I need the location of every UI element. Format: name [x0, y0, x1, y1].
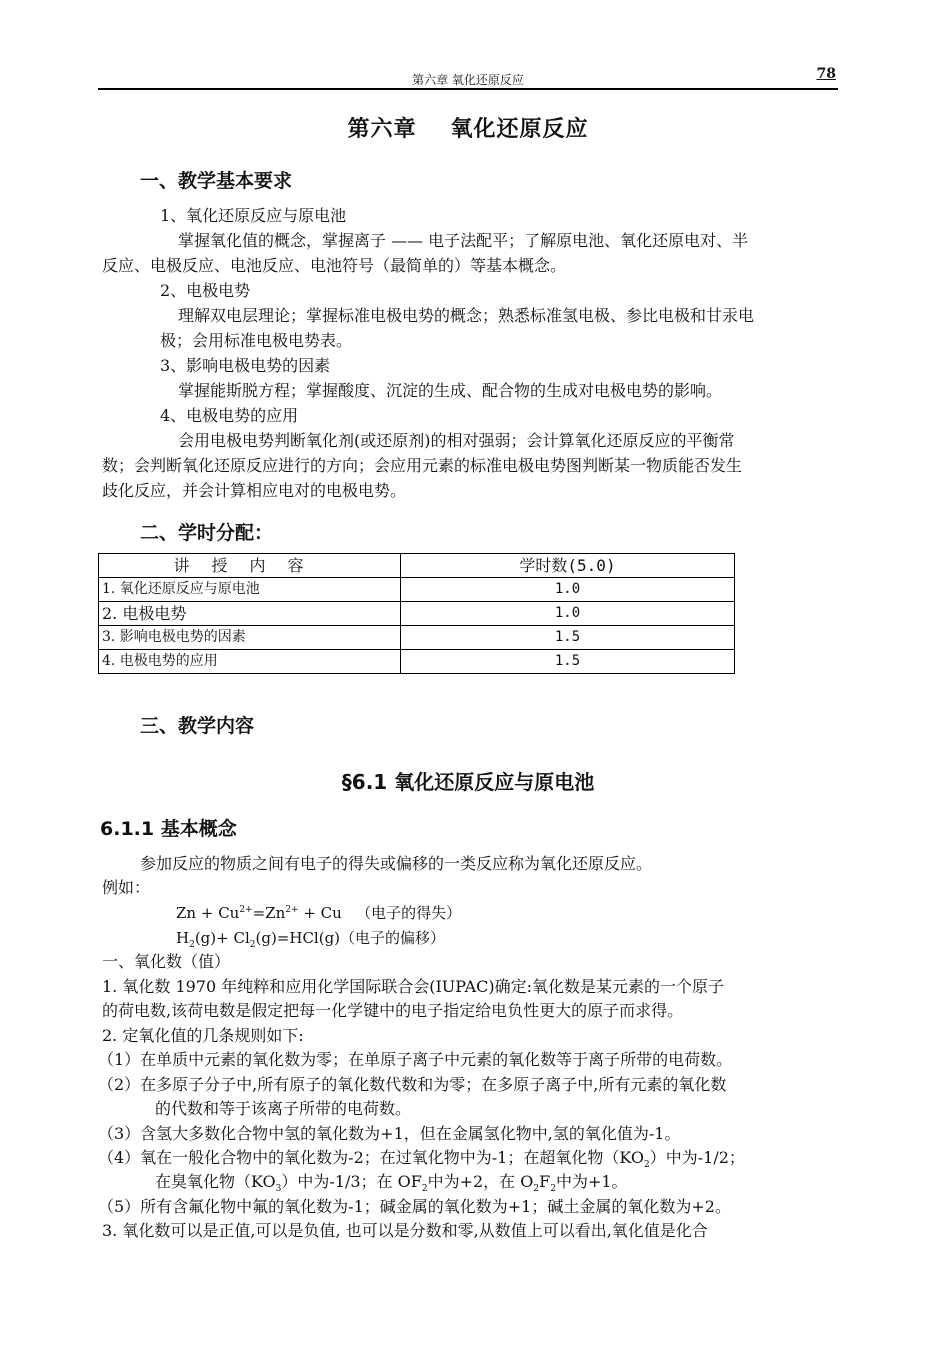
page-header	[98, 66, 838, 90]
header-title: 第六章 氧化还原反应	[412, 73, 524, 87]
table-cell-hours: 1.0	[401, 578, 735, 602]
table-row	[99, 578, 735, 602]
req-text-2b: 极；会用标准电极电势表。	[160, 331, 353, 350]
req-text-4c: 歧化反应，并会计算相应电对的电极电势。	[102, 481, 407, 500]
rule-2a: （2）在多原子分子中,所有原子的氧化数代数和为零；在多原子离子中,所有元素的氧化数	[98, 1075, 727, 1094]
section-heading-requirements: 一、教学基本要求	[140, 170, 293, 192]
table-row	[99, 650, 735, 674]
subsection-6-1-1-title: 6.1.1 基本概念	[100, 818, 237, 840]
definition-line-2: 的荷电数,该荷电数是假定把每一化学键中的电子指定给电负性更大的原子而求得。	[102, 1001, 684, 1020]
oxidation-number-title: 一、氧化数（值）	[102, 952, 231, 971]
req-text-1a: 掌握氧化值的概念，掌握离子 —— 电子法配平；了解原电池、氧化还原电对、半	[178, 231, 749, 250]
oxidation-value-note: 3. 氧化数可以是正值,可以是负值, 也可以是分数和零,从数值上可以看出,氧化值是化合	[102, 1221, 708, 1240]
rule-5: （5）所有含氟化物中氟的氧化数为-1；碱金属的氧化数为+1；碱土金属的氧化数为+2。	[98, 1197, 731, 1216]
table-cell-hours: 1.5	[401, 650, 735, 674]
req-item-3: 3、影响电极电势的因素	[160, 356, 331, 375]
req-item-1: 1、氧化还原反应与原电池	[160, 206, 347, 225]
rule-1: （1）在单质中元素的氧化数为零；在单原子离子中元素的氧化数等于离子所带的电荷数。	[98, 1050, 733, 1069]
table-row	[99, 626, 735, 650]
req-text-3: 掌握能斯脱方程；掌握酸度、沉淀的生成、配合物的生成对电极电势的影响。	[178, 381, 723, 400]
table-cell-topic: 1. 氧化还原反应与原电池	[99, 578, 401, 602]
chapter-name: 氧化还原反应	[450, 117, 589, 142]
table-header-row	[99, 554, 735, 578]
rule-4a: （4）氧在一般化合物中的氧化数为-2；在过氧化物中为-1；在超氧化物$(KO_2)$中为-1/2；	[98, 1148, 745, 1171]
rules-intro: 2. 定氧化值的几条规则如下:	[102, 1026, 304, 1045]
hours-table	[98, 553, 735, 674]
rule-3: （3）含氢大多数化合物中氢的氧化数为+1，但在金属氢化物中,氢的氧化值为-1。	[98, 1124, 681, 1143]
req-text-4a: 会用电极电势判断氧化剂(或还原剂)的相对强弱；会计算氧化还原反应的平衡常	[178, 431, 735, 450]
req-text-1b: 反应、电极反应、电池反应、电池符号（最简单的）等基本概念。	[102, 256, 567, 275]
equation-2: $H_2(g)+ Cl_2(g)=HCl(g)$（电子的偏移）	[176, 929, 446, 950]
section-6-1-title: §6.1 氧化还原反应与原电池	[341, 770, 595, 794]
equation-1: $Zn + Cu^{2+}=Zn^{2+} + Cu$ （电子的得失）	[176, 904, 462, 922]
table-cell-topic: 2. 电极电势	[99, 602, 401, 626]
req-text-4b: 数；会判断氧化还原反应进行的方向；会应用元素的标准电极电势图判断某一物质能否发生	[102, 456, 743, 475]
chapter-title	[98, 112, 838, 143]
page-number: 78	[816, 66, 836, 82]
rule-4b: 在臭氧化物$(KO_3)$中为-1/3；在 $OF_2$中为+2，在 $O_2F_2$中为+1。	[155, 1172, 628, 1195]
table-header-content: 讲授内容	[99, 554, 401, 578]
table-cell-hours: 1.5	[401, 626, 735, 650]
req-item-4: 4、电极电势的应用	[160, 406, 299, 425]
intro-paragraph: 参加反应的物质之间有电子的得失或偏移的一类反应称为氧化还原反应。	[140, 854, 653, 873]
table-cell-topic: 3. 影响电极电势的因素	[99, 626, 401, 650]
chapter-number: 第六章	[347, 117, 417, 142]
table-header-hours: 学时数(5.0)	[401, 554, 735, 578]
section-heading-content: 三、教学内容	[140, 715, 255, 737]
table-cell-hours: 1.0	[401, 602, 735, 626]
table-row	[99, 602, 735, 626]
example-label: 例如：	[102, 878, 151, 897]
req-item-2: 2、电极电势	[160, 281, 251, 300]
table-cell-topic: 4. 电极电势的应用	[99, 650, 401, 674]
definition-line-1: 1. 氧化数 1970 年纯粹和应用化学国际联合会(IUPAC)确定:氧化数是某元素的一个原子	[102, 977, 725, 996]
section-heading-hours: 二、学时分配：	[140, 522, 274, 544]
rule-2b: 的代数和等于该离子所带的电荷数。	[155, 1099, 412, 1118]
req-text-2a: 理解双电层理论；掌握标准电极电势的概念；熟悉标准氢电极、参比电极和甘汞电	[178, 306, 755, 325]
